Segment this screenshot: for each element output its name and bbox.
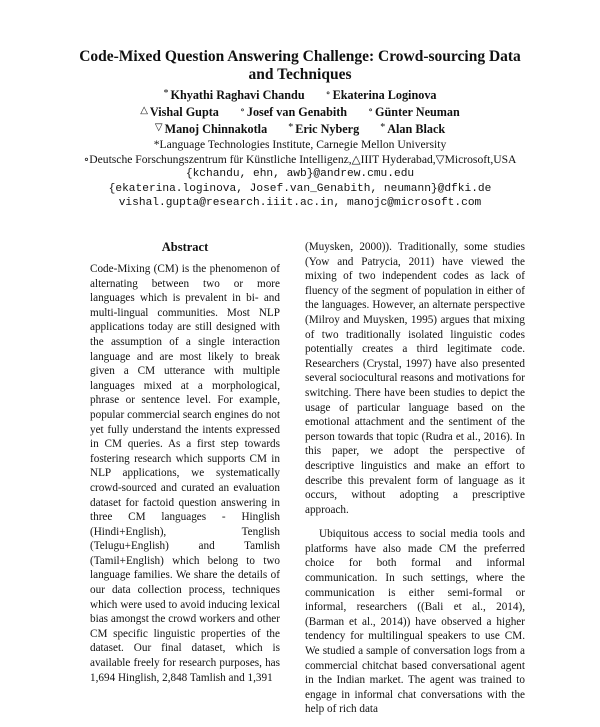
author [326,86,437,103]
affiliation-symbol: * [288,122,294,134]
author-list [60,86,540,138]
body-paragraph: (Muysken, 2000)). Traditionally, some studies (Yow and Patrycia, 2011) have viewed the mixing of two independent codes as lack of fluency of the segment of population in either of the languages. However, an alternate perspective (Milroy and Muysken, 1995) argues that mixing of two traditionally isolated linguistic codes potentially creates a third legitimate code. Researchers (Crystal, 1997) have also presented several sociocultural reasons and motivations for switching. There have been studies to depict the usage of particular language based on the emotional attachment and the sentiment of the person towards that topic (Rudra et al., 2016). In this paper, we adopt the perspective of descriptive linguistics and make an effort to describe this prevalent form of language as it occurs, without adopting a prescriptive approach. [305,241,525,516]
abstract-column [90,262,280,695]
author [288,120,359,137]
author [163,86,304,103]
email-line: {kchandu, ehn, awb}@andrew.cmu.edu [185,168,415,180]
affiliation-line: *Language Technologies Institute, Carnegie Mellon University [153,138,447,151]
affiliation-symbol: ▽ [154,122,163,134]
author [240,103,347,120]
author-name: Alan Black [387,122,446,137]
author [155,120,267,137]
affiliation-symbol: * [380,122,386,134]
author-name: Josef van Genabith [246,105,348,120]
author-row [60,86,540,103]
affiliation-symbol: ∘ [325,88,331,99]
affiliations-block [30,138,570,211]
author-name: Khyathi Raghavi Chandu [170,88,305,102]
author-row [60,120,540,137]
affiliation-symbol: ∘ [239,105,245,117]
author-name: Günter Neuman [375,105,460,120]
author-name: Eric Nyberg [295,122,360,137]
abstract-text: Code-Mixing (CM) is the phenomenon of alternating between two or more languages which is prevalent in bi- and multi-lingual communities. Most NLP applications today are still designed with the assumption of a single interaction language and are most likely to break given a CM utterance with multiple languages mixed at a morphological, phrase or sentence level. For example, popular commercial search engines do not yet fully understand the intents expressed in CM queries. As a first step towards fostering research which supports CM in NLP applications, we systematically crowd-sourced and curated an evaluation dataset for factoid question answering in three CM languages - Hinglish (Hindi+English), Tenglish (Telugu+English) and Tamlish (Tamil+English) which belong to two language families. We share the details of our data collection process, techniques which were used to avoid inducing lexical bias amongst the crowd workers and other CM specific linguistic properties of the dataset. Our final dataset, which is available freely for research purposes, has 1,694 Hinglish, 2,848 Tamlish and 1,391 [90,263,280,684]
affiliation-symbol: ∘ [368,105,374,117]
body-paragraph: Ubiquitous access to social media tools and platforms have also made CM the preferred choice for both formal and informal communication. In such settings, where the communication is either semi-formal or informal, researchers ((Bali et al., 2014), (Barman et al., 2014)) have observed a higher tendency for multilingual speakers to use CM. We studied a sample of conversation logs from a commercial chitchat based conversational agent in the Indian market. The agent was trained to engage in informal chat conversations with the help of rich data [305,528,525,716]
author-row [60,103,540,120]
affiliation-symbol: △ [140,105,148,117]
author-name: Vishal Gupta [149,105,219,120]
affiliation-symbol: * [163,88,169,99]
author-name: Ekaterina Loginova [332,88,437,102]
email-line: {ekaterina.loginova, Josef.van_Genabith, neumann}@dfki.de [108,182,492,195]
author-name: Manoj Chinnakotla [164,122,268,137]
affiliation-line: ∘Deutsche Forschungszentrum für Künstliche Intelligenz,△IIIT Hyderabad,▽Microsoft,USA [83,152,517,166]
paper-title: Code-Mixed Question Answering Challenge: Crowd-sourcing Data and Techniques [79,48,521,83]
author [368,103,460,120]
email-line: vishal.gupta@research.iiit.ac.in, manojc@microsoft.com [118,197,482,209]
author [380,120,445,137]
abstract-heading: Abstract [161,240,209,254]
author [140,103,219,120]
right-column [305,240,525,727]
